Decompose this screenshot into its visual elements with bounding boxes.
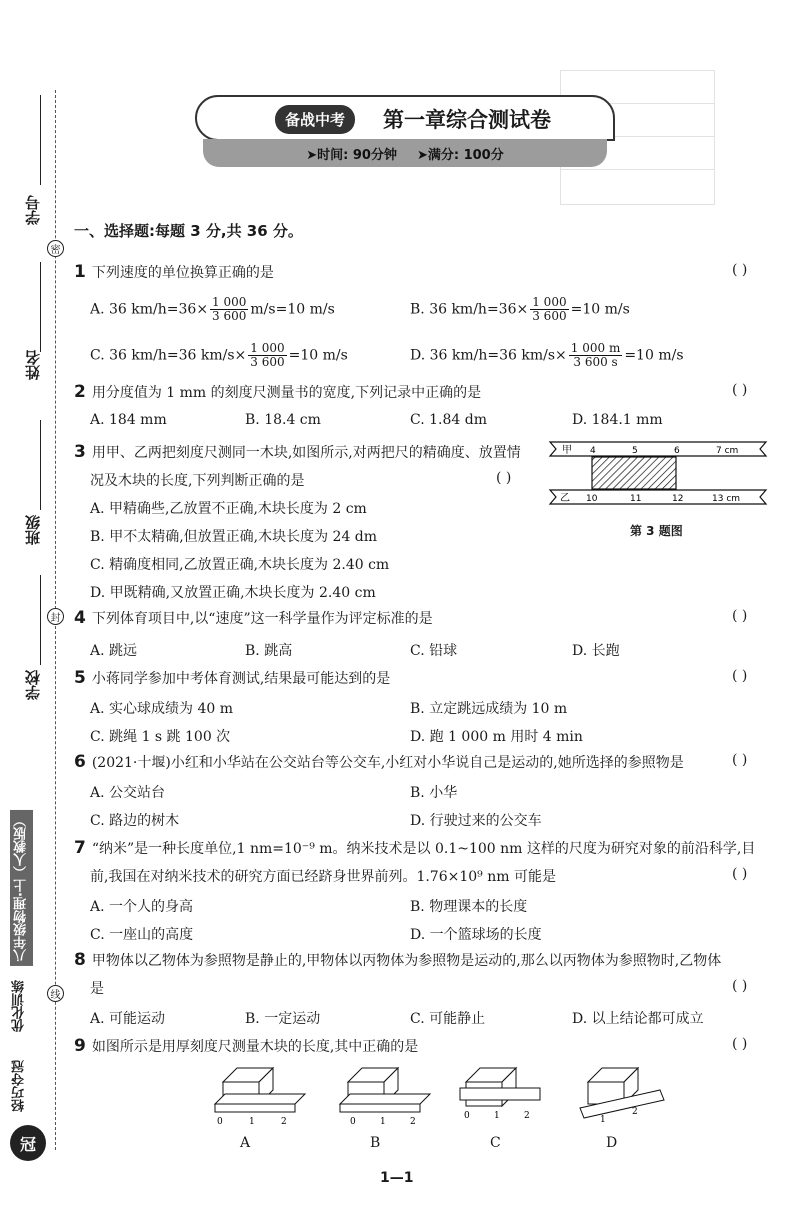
ruler-yi	[550, 490, 766, 504]
ruler-figure	[548, 440, 768, 520]
svg-text:2: 2	[524, 1111, 530, 1121]
question-8: 8 甲物体以乙物体为参照物是静止的,甲物体以丙物体为参照物是运动的,那么以丙物体为参照物时,乙物体	[74, 950, 722, 970]
option-6d[interactable]: D. 行驶过来的公交车	[410, 813, 542, 829]
question-7-cont: 前,我国在对纳米技术的研究方面已经跻身世界前列。1.76×10⁹ nm 可能是	[90, 869, 556, 885]
option-8a[interactable]: A. 可能运动	[90, 1011, 166, 1027]
option-3b[interactable]: B. 甲不太精确,但放置正确,木块长度为 24 dm	[90, 529, 378, 545]
question-1	[74, 262, 274, 282]
series-name: 优化训练	[12, 980, 27, 1032]
binding-margin	[0, 0, 70, 1216]
answer-blank-8[interactable]: ( )	[732, 978, 748, 994]
question-3: 3 用甲、乙两把刻度尺测同一木块,如图所示,对两把尺的精确度、放置情	[74, 442, 521, 462]
option-2c[interactable]: C. 1.84 dm	[410, 412, 487, 428]
series-grade: 八年级物理·上（人教版）	[10, 810, 33, 966]
option-8c[interactable]: C. 可能静止	[410, 1011, 486, 1027]
figure-9a	[215, 1068, 305, 1127]
ruler-yi-tick: 11	[630, 494, 642, 504]
svg-text:0: 0	[217, 1117, 223, 1127]
option-4b[interactable]: B. 跳高	[245, 643, 293, 659]
ruler-yi-tick: 12	[672, 494, 684, 504]
question-2: 2 用分度值为 1 mm 的刻度尺测量书的宽度,下列记录中正确的是	[74, 382, 482, 402]
student-id-line	[40, 95, 41, 185]
student-id-label: 学号	[24, 195, 42, 225]
ruler-jia-tick: 5	[632, 446, 638, 456]
figure-9d	[580, 1068, 664, 1125]
figure-9a-label[interactable]: A	[240, 1135, 251, 1151]
figure-9c	[460, 1068, 540, 1121]
option-5c[interactable]: C. 跳绳 1 s 跳 100 次	[90, 729, 231, 745]
ruler-yi-tick: 13 cm	[712, 494, 741, 504]
ruler-jia	[550, 442, 766, 456]
class-line	[40, 420, 41, 510]
option-6c[interactable]: C. 路边的树木	[90, 813, 180, 829]
option-2d[interactable]: D. 184.1 mm	[572, 412, 663, 428]
svg-text:1: 1	[380, 1117, 386, 1127]
option-5b[interactable]: B. 立定跳远成绩为 10 m	[410, 701, 568, 717]
answer-blank-5[interactable]: ( )	[732, 668, 748, 684]
prep-badge: 备战中考	[275, 105, 355, 134]
svg-text:1: 1	[600, 1115, 606, 1125]
option-1d[interactable]: D. 36 km/h=36 km/s× $\frac{1 000 m}{3 600 s}$ =10 m/s	[410, 341, 684, 370]
question-6: 6 (2021·十堰)小红和小华站在公交站台等公交车,小红对小华说自己是运动的,她所选择的参照物是	[74, 752, 684, 772]
banner-frame	[195, 95, 615, 141]
option-5a[interactable]: A. 实心球成绩为 40 m	[90, 701, 234, 717]
answer-blank-2[interactable]: ( )	[732, 382, 748, 398]
answer-blank-1[interactable]: ( )	[732, 262, 748, 278]
ruler-jia-tick: 7 cm	[716, 446, 739, 456]
test-header-banner	[195, 95, 615, 175]
svg-text:2: 2	[281, 1117, 287, 1127]
option-7b[interactable]: B. 物理课本的长度	[410, 899, 528, 915]
brand-logo: 冠	[10, 1125, 46, 1161]
question-7: 7 “纳米”是一种长度单位,1 nm=10⁻⁹ m。纳米技术是以 0.1~100 nm 这样的尺度为研究对象的前沿科学,目	[74, 838, 756, 858]
answer-blank-4[interactable]: ( )	[732, 608, 748, 624]
question-5: 5 小蒋同学参加中考体育测试,结果最可能达到的是	[74, 668, 391, 688]
school-label: 学校	[24, 670, 42, 700]
test-title: 第一章综合测试卷	[383, 108, 551, 132]
page-number: 1—1	[380, 1170, 414, 1186]
ruler-jia-tick: 4	[590, 446, 596, 456]
question-3-cont: 况及木块的长度,下列判断正确的是	[90, 473, 305, 489]
option-6b[interactable]: B. 小华	[410, 785, 458, 801]
figure-3-caption: 第 3 题图	[630, 524, 683, 538]
option-1c[interactable]: C. 36 km/h=36 km/s× $\frac{1 000}{3 600}$ =10 m/s	[90, 341, 348, 370]
student-name-line	[40, 262, 41, 352]
option-3c[interactable]: C. 精确度相同,乙放置正确,木块长度为 2.40 cm	[90, 557, 390, 573]
answer-blank-3[interactable]: ( )	[496, 470, 512, 486]
ruler-yi-label: 乙	[560, 493, 570, 504]
school-line	[40, 575, 41, 665]
figure-9d-label[interactable]: D	[606, 1135, 618, 1151]
seal-mark-2: 封	[47, 608, 64, 625]
svg-text:1: 1	[249, 1117, 255, 1127]
time-limit: ➤时间: 90分钟	[306, 147, 397, 163]
svg-text:0: 0	[350, 1117, 356, 1127]
svg-text:1: 1	[494, 1111, 500, 1121]
figure-9c-label[interactable]: C	[490, 1135, 501, 1151]
section-heading: 一、选择题:每题 3 分,共 36 分。	[74, 222, 303, 240]
ruler-jia-tick: 6	[674, 446, 680, 456]
option-5d[interactable]: D. 跑 1 000 m 用时 4 min	[410, 729, 583, 745]
option-8b[interactable]: B. 一定运动	[245, 1011, 321, 1027]
option-4a[interactable]: A. 跳远	[90, 643, 138, 659]
option-3a[interactable]: A. 甲精确些,乙放置不正确,木块长度为 2 cm	[90, 501, 367, 517]
ruler-jia-label: 甲	[562, 445, 572, 456]
option-7d[interactable]: D. 一个篮球场的长度	[410, 927, 542, 943]
series-brand: 轻巧夺冠	[12, 1060, 27, 1112]
class-label: 班级	[24, 515, 42, 545]
full-score: ➤满分: 100分	[416, 147, 504, 163]
option-7c[interactable]: C. 一座山的高度	[90, 927, 194, 943]
test-info-bar	[203, 139, 607, 167]
question-4: 4 下列体育项目中,以“速度”这一科学量作为评定标准的是	[74, 608, 433, 628]
option-7a[interactable]: A. 一个人的身高	[90, 899, 194, 915]
seal-mark-1: 密	[47, 240, 64, 257]
option-3d[interactable]: D. 甲既精确,又放置正确,木块长度为 2.40 cm	[90, 585, 376, 601]
question-8-cont: 是	[90, 981, 104, 997]
svg-text:0: 0	[464, 1111, 470, 1121]
student-name-label: 姓名	[24, 350, 42, 380]
question-text: 下列速度的单位换算正确的是	[91, 265, 274, 281]
wood-block	[592, 457, 676, 489]
option-6a[interactable]: A. 公交站台	[90, 785, 166, 801]
seal-mark-3: 线	[47, 985, 64, 1002]
svg-text:2: 2	[632, 1107, 638, 1117]
figure-9b	[340, 1068, 430, 1127]
option-1b[interactable]: B. 36 km/h=36× $\frac{1 000}{3 600}$ =10 m/s	[410, 295, 630, 324]
figure-9b-label[interactable]: B	[370, 1135, 381, 1151]
question-9: 9 如图所示是用厚刻度尺测量木块的长度,其中正确的是	[74, 1036, 419, 1056]
option-8d[interactable]: D. 以上结论都可成立	[572, 1011, 704, 1027]
option-4c[interactable]: C. 铅球	[410, 643, 458, 659]
option-1a[interactable]: A. 36 km/h=36× $\frac{1 000}{3 600}$ m/s=10 m/s	[90, 295, 335, 324]
answer-blank-6[interactable]: ( )	[732, 752, 748, 768]
option-2a[interactable]: A. 184 mm	[90, 412, 167, 428]
option-2b[interactable]: B. 18.4 cm	[245, 412, 321, 428]
option-4d[interactable]: D. 长跑	[572, 643, 620, 659]
svg-text:2: 2	[410, 1117, 416, 1127]
answer-blank-9[interactable]: ( )	[732, 1036, 748, 1052]
answer-blank-7[interactable]: ( )	[732, 866, 748, 882]
question-number: 1	[74, 262, 86, 282]
ruler-yi-tick: 10	[586, 494, 598, 504]
